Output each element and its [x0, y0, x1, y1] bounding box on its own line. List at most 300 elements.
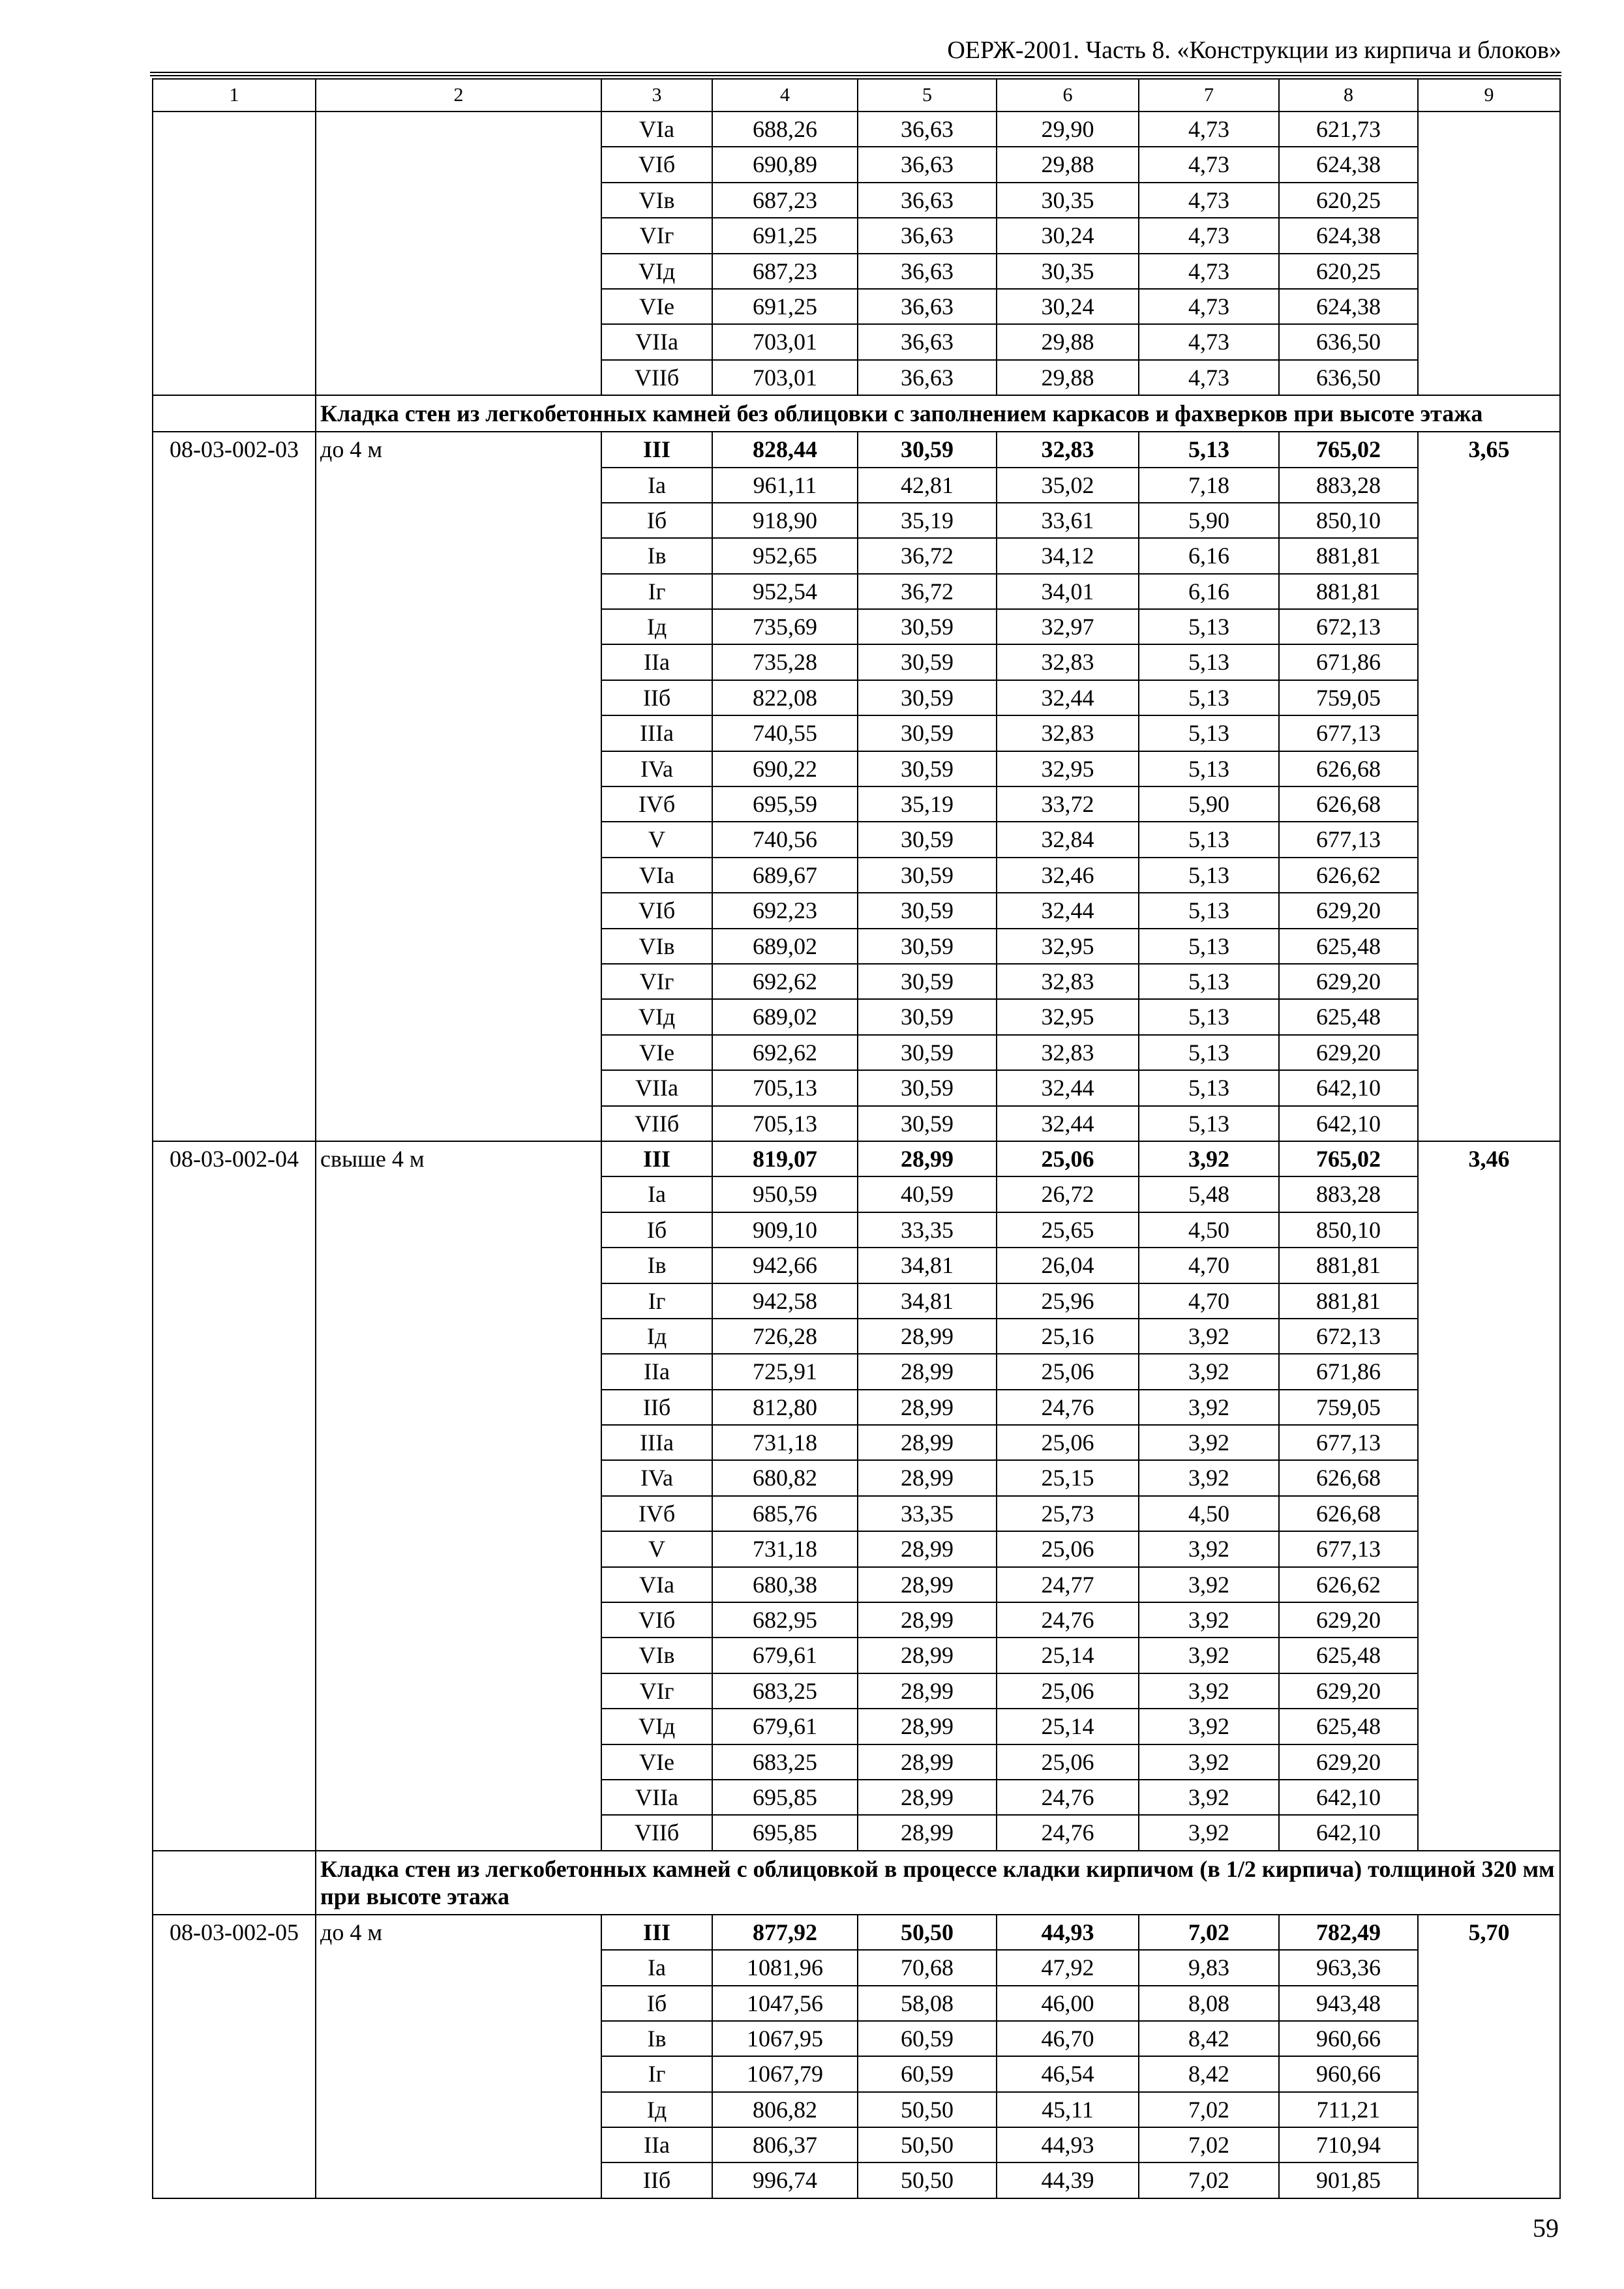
- value-cell: 5,90: [1139, 503, 1279, 538]
- value-cell: 30,59: [858, 751, 997, 786]
- section-empty-cell: [153, 1851, 316, 1915]
- value-cell: 3,92: [1139, 1141, 1279, 1176]
- value-cell: 46,00: [997, 1986, 1139, 2021]
- value-cell: 735,28: [712, 644, 858, 680]
- value-cell: 1067,79: [712, 2056, 858, 2091]
- value-cell: 32,95: [997, 999, 1139, 1034]
- value-cell: 680,38: [712, 1567, 858, 1602]
- table-row: [153, 432, 1560, 467]
- value-cell: 25,06: [997, 1425, 1139, 1460]
- value-cell: 33,35: [858, 1496, 997, 1531]
- value-cell: 28,99: [858, 1638, 997, 1673]
- zone-cell: VIг: [601, 218, 712, 253]
- value-cell: 740,55: [712, 715, 858, 751]
- value-cell: 30,59: [858, 1106, 997, 1141]
- value-cell: 5,13: [1139, 893, 1279, 928]
- zone-cell: VIб: [601, 1602, 712, 1638]
- value-cell: 30,59: [858, 858, 997, 893]
- value-cell: 30,59: [858, 644, 997, 680]
- value-cell: 28,99: [858, 1425, 997, 1460]
- zone-cell: IVб: [601, 786, 712, 822]
- value-cell: 32,83: [997, 644, 1139, 680]
- zone-cell: V: [601, 1531, 712, 1566]
- item-code-cell: 08-03-002-05: [153, 1915, 316, 2198]
- column-number-row: [153, 79, 1560, 112]
- value-cell: 850,10: [1279, 1212, 1418, 1248]
- zone-cell: IIa: [601, 2127, 712, 2162]
- value-cell: 671,86: [1279, 644, 1418, 680]
- value-cell: 44,93: [997, 2127, 1139, 2162]
- value-cell: 625,48: [1279, 929, 1418, 964]
- value-cell: 28,99: [858, 1602, 997, 1638]
- value-cell: 30,35: [997, 183, 1139, 218]
- value-cell: 636,50: [1279, 324, 1418, 359]
- value-cell: 4,73: [1139, 218, 1279, 253]
- value-cell: 30,59: [858, 1035, 997, 1070]
- value-cell: 642,10: [1279, 1815, 1418, 1850]
- value-cell: 50,50: [858, 2127, 997, 2162]
- value-cell: 629,20: [1279, 1673, 1418, 1709]
- value-cell: 3,92: [1139, 1815, 1279, 1850]
- value-cell: 881,81: [1279, 1248, 1418, 1283]
- value-cell: 25,06: [997, 1531, 1139, 1566]
- value-cell: 3,92: [1139, 1425, 1279, 1460]
- value-cell: 952,54: [712, 574, 858, 609]
- value-cell: 679,61: [712, 1709, 858, 1744]
- value-cell: 5,13: [1139, 609, 1279, 644]
- zone-cell: VIд: [601, 254, 712, 289]
- zone-cell: IIб: [601, 1390, 712, 1425]
- zone-cell: VIе: [601, 289, 712, 324]
- item-description-cell: до 4 м: [316, 1915, 601, 2198]
- value-cell: 3,92: [1139, 1319, 1279, 1354]
- zone-cell: V: [601, 822, 712, 857]
- value-cell: 8,42: [1139, 2021, 1279, 2056]
- value-cell: 33,35: [858, 1212, 997, 1248]
- value-cell: 996,74: [712, 2162, 858, 2198]
- value-cell: 28,99: [858, 1531, 997, 1566]
- value-cell: 626,68: [1279, 1460, 1418, 1495]
- value-cell: 620,25: [1279, 183, 1418, 218]
- value-cell: 3,92: [1139, 1531, 1279, 1566]
- value-cell: 629,20: [1279, 1035, 1418, 1070]
- zone-cell: Iв: [601, 2021, 712, 2056]
- value-cell: 680,82: [712, 1460, 858, 1495]
- value-cell: 682,95: [712, 1602, 858, 1638]
- value-cell: 828,44: [712, 432, 858, 467]
- value-cell: 629,20: [1279, 893, 1418, 928]
- value-cell: 25,15: [997, 1460, 1139, 1495]
- value-cell: 806,37: [712, 2127, 858, 2162]
- value-cell: 4,50: [1139, 1212, 1279, 1248]
- value-cell: 24,77: [997, 1567, 1139, 1602]
- zone-cell: IIa: [601, 1354, 712, 1389]
- value-cell: 30,59: [858, 609, 997, 644]
- value-cell: 689,02: [712, 999, 858, 1034]
- zone-cell: VIIб: [601, 1815, 712, 1850]
- value-cell: 50,50: [858, 2092, 997, 2127]
- value-cell: 7,18: [1139, 468, 1279, 503]
- value-cell: 3,92: [1139, 1602, 1279, 1638]
- value-cell: 1067,95: [712, 2021, 858, 2056]
- value-cell: 901,85: [1279, 2162, 1418, 2198]
- value-cell: 30,59: [858, 432, 997, 467]
- value-cell: 50,50: [858, 2162, 997, 2198]
- value-cell: 28,99: [858, 1319, 997, 1354]
- value-cell: 26,04: [997, 1248, 1139, 1283]
- value-cell: 36,63: [858, 360, 997, 395]
- value-cell: 36,63: [858, 147, 997, 182]
- value-cell: 25,73: [997, 1496, 1139, 1531]
- value-cell: 24,76: [997, 1390, 1139, 1425]
- value-cell: 782,49: [1279, 1915, 1418, 1950]
- zone-cell: Iб: [601, 1986, 712, 2021]
- coefficient-cell: 3,46: [1418, 1141, 1560, 1851]
- value-cell: 30,59: [858, 893, 997, 928]
- page-number: 59: [1533, 2213, 1559, 2243]
- value-cell: 5,13: [1139, 822, 1279, 857]
- value-cell: 42,81: [858, 468, 997, 503]
- column-number-cell: 1: [153, 79, 316, 112]
- section-header-row: [153, 395, 1560, 432]
- value-cell: 32,95: [997, 751, 1139, 786]
- value-cell: 626,62: [1279, 858, 1418, 893]
- zone-cell: VIг: [601, 964, 712, 999]
- value-cell: 4,73: [1139, 360, 1279, 395]
- value-cell: 32,44: [997, 893, 1139, 928]
- zone-cell: Ia: [601, 1176, 712, 1212]
- zone-cell: Iд: [601, 609, 712, 644]
- value-cell: 36,63: [858, 289, 997, 324]
- zone-cell: Ia: [601, 1950, 712, 1985]
- value-cell: 5,13: [1139, 432, 1279, 467]
- value-cell: 30,35: [997, 254, 1139, 289]
- zone-cell: VIIб: [601, 1106, 712, 1141]
- zone-cell: VIе: [601, 1035, 712, 1070]
- zone-cell: III: [601, 1141, 712, 1176]
- section-title: Кладка стен из легкобетонных камней без облицовки с заполнением каркасов и фахверков при высоте этажа: [316, 395, 1560, 432]
- value-cell: 4,73: [1139, 147, 1279, 182]
- value-cell: 692,62: [712, 964, 858, 999]
- value-cell: 765,02: [1279, 432, 1418, 467]
- value-cell: 28,99: [858, 1460, 997, 1495]
- value-cell: 5,90: [1139, 786, 1279, 822]
- value-cell: 683,25: [712, 1744, 858, 1780]
- zone-cell: III: [601, 1915, 712, 1950]
- value-cell: 881,81: [1279, 538, 1418, 573]
- value-cell: 850,10: [1279, 503, 1418, 538]
- value-cell: 6,16: [1139, 574, 1279, 609]
- value-cell: 636,50: [1279, 360, 1418, 395]
- value-cell: 32,44: [997, 1070, 1139, 1105]
- value-cell: 32,83: [997, 1035, 1139, 1070]
- item-description-cell: свыше 4 м: [316, 1141, 601, 1851]
- value-cell: 677,13: [1279, 1425, 1418, 1460]
- value-cell: 32,97: [997, 609, 1139, 644]
- value-cell: 3,92: [1139, 1673, 1279, 1709]
- zone-cell: VIIб: [601, 360, 712, 395]
- value-cell: 691,25: [712, 218, 858, 253]
- value-cell: 5,13: [1139, 999, 1279, 1034]
- zone-cell: Iв: [601, 538, 712, 573]
- value-cell: 625,48: [1279, 1638, 1418, 1673]
- value-cell: 1081,96: [712, 1950, 858, 1985]
- value-cell: 942,58: [712, 1283, 858, 1319]
- coefficient-cell: 3,65: [1418, 432, 1560, 1141]
- value-cell: 45,11: [997, 2092, 1139, 2127]
- value-cell: 740,56: [712, 822, 858, 857]
- value-cell: 642,10: [1279, 1780, 1418, 1815]
- value-cell: 50,50: [858, 1915, 997, 1950]
- value-cell: 877,92: [712, 1915, 858, 1950]
- value-cell: 25,06: [997, 1354, 1139, 1389]
- value-cell: 672,13: [1279, 1319, 1418, 1354]
- value-cell: 626,68: [1279, 1496, 1418, 1531]
- value-cell: 683,25: [712, 1673, 858, 1709]
- value-cell: 3,92: [1139, 1390, 1279, 1425]
- item-code-cell: 08-03-002-03: [153, 432, 316, 1141]
- value-cell: 28,99: [858, 1673, 997, 1709]
- value-cell: 690,89: [712, 147, 858, 182]
- value-cell: 687,23: [712, 254, 858, 289]
- zone-cell: VIе: [601, 1744, 712, 1780]
- value-cell: 7,02: [1139, 2092, 1279, 2127]
- zone-cell: VIa: [601, 858, 712, 893]
- value-cell: 3,92: [1139, 1460, 1279, 1495]
- value-cell: 32,83: [997, 432, 1139, 467]
- value-cell: 30,24: [997, 289, 1139, 324]
- value-cell: 25,06: [997, 1673, 1139, 1709]
- value-cell: 28,99: [858, 1709, 997, 1744]
- value-cell: 24,76: [997, 1780, 1139, 1815]
- value-cell: 25,14: [997, 1638, 1139, 1673]
- value-cell: 30,59: [858, 680, 997, 715]
- value-cell: 679,61: [712, 1638, 858, 1673]
- value-cell: 626,68: [1279, 786, 1418, 822]
- rates-table: [152, 78, 1561, 2199]
- zone-cell: VIв: [601, 183, 712, 218]
- value-cell: 3,92: [1139, 1780, 1279, 1815]
- value-cell: 4,73: [1139, 254, 1279, 289]
- value-cell: 695,85: [712, 1780, 858, 1815]
- zone-cell: IVб: [601, 1496, 712, 1531]
- value-cell: 625,48: [1279, 999, 1418, 1034]
- value-cell: 883,28: [1279, 468, 1418, 503]
- value-cell: 672,13: [1279, 609, 1418, 644]
- zone-cell: VIa: [601, 1567, 712, 1602]
- value-cell: 691,25: [712, 289, 858, 324]
- value-cell: 943,48: [1279, 1986, 1418, 2021]
- column-number-cell: 3: [601, 79, 712, 112]
- value-cell: 695,85: [712, 1815, 858, 1850]
- zone-cell: Iд: [601, 1319, 712, 1354]
- column-number-cell: 9: [1418, 79, 1560, 112]
- value-cell: 677,13: [1279, 715, 1418, 751]
- value-cell: 4,73: [1139, 112, 1279, 147]
- value-cell: 806,82: [712, 2092, 858, 2127]
- value-cell: 30,59: [858, 929, 997, 964]
- value-cell: 34,81: [858, 1283, 997, 1319]
- column-number-cell: 7: [1139, 79, 1279, 112]
- zone-cell: Ia: [601, 468, 712, 503]
- value-cell: 626,62: [1279, 1567, 1418, 1602]
- value-cell: 5,13: [1139, 715, 1279, 751]
- zone-cell: Iб: [601, 503, 712, 538]
- zone-cell: VIa: [601, 112, 712, 147]
- value-cell: 24,76: [997, 1602, 1139, 1638]
- section-title: Кладка стен из легкобетонных камней с облицовкой в процессе кладки кирпичом (в 1/2 кирпича) толщиной 320 мм при высоте этажа: [316, 1851, 1560, 1915]
- zone-cell: Iд: [601, 2092, 712, 2127]
- value-cell: 26,72: [997, 1176, 1139, 1212]
- item-code-cell: [153, 112, 316, 395]
- value-cell: 5,13: [1139, 644, 1279, 680]
- value-cell: 705,13: [712, 1070, 858, 1105]
- value-cell: 7,02: [1139, 1915, 1279, 1950]
- value-cell: 735,69: [712, 609, 858, 644]
- value-cell: 881,81: [1279, 1283, 1418, 1319]
- value-cell: 812,80: [712, 1390, 858, 1425]
- value-cell: 642,10: [1279, 1070, 1418, 1105]
- zone-cell: IIa: [601, 644, 712, 680]
- value-cell: 44,93: [997, 1915, 1139, 1950]
- value-cell: 47,92: [997, 1950, 1139, 1985]
- value-cell: 28,99: [858, 1354, 997, 1389]
- value-cell: 759,05: [1279, 1390, 1418, 1425]
- zone-cell: VIб: [601, 147, 712, 182]
- value-cell: 30,59: [858, 715, 997, 751]
- zone-cell: Iг: [601, 2056, 712, 2091]
- value-cell: 918,90: [712, 503, 858, 538]
- value-cell: 629,20: [1279, 964, 1418, 999]
- value-cell: 35,19: [858, 503, 997, 538]
- value-cell: 960,66: [1279, 2021, 1418, 2056]
- value-cell: 621,73: [1279, 112, 1418, 147]
- column-number-cell: 4: [712, 79, 858, 112]
- value-cell: 40,59: [858, 1176, 997, 1212]
- value-cell: 4,70: [1139, 1248, 1279, 1283]
- value-cell: 3,92: [1139, 1709, 1279, 1744]
- value-cell: 689,02: [712, 929, 858, 964]
- value-cell: 34,01: [997, 574, 1139, 609]
- zone-cell: Iг: [601, 1283, 712, 1319]
- value-cell: 725,91: [712, 1354, 858, 1389]
- value-cell: 690,22: [712, 751, 858, 786]
- value-cell: 28,99: [858, 1744, 997, 1780]
- value-cell: 5,13: [1139, 751, 1279, 786]
- zone-cell: IIIa: [601, 1425, 712, 1460]
- value-cell: 961,11: [712, 468, 858, 503]
- value-cell: 3,92: [1139, 1567, 1279, 1602]
- section-empty-cell: [153, 395, 316, 432]
- value-cell: 35,02: [997, 468, 1139, 503]
- value-cell: 30,59: [858, 822, 997, 857]
- value-cell: 5,13: [1139, 964, 1279, 999]
- value-cell: 5,13: [1139, 929, 1279, 964]
- value-cell: 765,02: [1279, 1141, 1418, 1176]
- value-cell: 952,65: [712, 538, 858, 573]
- value-cell: 942,66: [712, 1248, 858, 1283]
- value-cell: 35,19: [858, 786, 997, 822]
- table-row: [153, 1141, 1560, 1176]
- value-cell: 695,59: [712, 786, 858, 822]
- value-cell: 710,94: [1279, 2127, 1418, 2162]
- item-description-cell: до 4 м: [316, 432, 601, 1141]
- value-cell: 29,90: [997, 112, 1139, 147]
- zone-cell: Iв: [601, 1248, 712, 1283]
- value-cell: 36,63: [858, 112, 997, 147]
- value-cell: 5,13: [1139, 1035, 1279, 1070]
- value-cell: 32,44: [997, 680, 1139, 715]
- table-row: [153, 112, 1560, 147]
- value-cell: 703,01: [712, 360, 858, 395]
- value-cell: 34,12: [997, 538, 1139, 573]
- value-cell: 642,10: [1279, 1106, 1418, 1141]
- value-cell: 4,70: [1139, 1283, 1279, 1319]
- value-cell: 46,70: [997, 2021, 1139, 2056]
- value-cell: 30,59: [858, 1070, 997, 1105]
- value-cell: 703,01: [712, 324, 858, 359]
- value-cell: 70,68: [858, 1950, 997, 1985]
- value-cell: 4,73: [1139, 289, 1279, 324]
- value-cell: 34,81: [858, 1248, 997, 1283]
- value-cell: 25,14: [997, 1709, 1139, 1744]
- value-cell: 4,73: [1139, 183, 1279, 218]
- value-cell: 36,63: [858, 183, 997, 218]
- coefficient-cell: 5,70: [1418, 1915, 1560, 2198]
- item-description-cell: [316, 112, 601, 395]
- value-cell: 629,20: [1279, 1602, 1418, 1638]
- value-cell: 624,38: [1279, 218, 1418, 253]
- value-cell: 4,73: [1139, 324, 1279, 359]
- zone-cell: IIб: [601, 2162, 712, 2198]
- value-cell: 909,10: [712, 1212, 858, 1248]
- value-cell: 7,02: [1139, 2127, 1279, 2162]
- value-cell: 822,08: [712, 680, 858, 715]
- value-cell: 692,23: [712, 893, 858, 928]
- value-cell: 25,96: [997, 1283, 1139, 1319]
- value-cell: 629,20: [1279, 1744, 1418, 1780]
- zone-cell: VIг: [601, 1673, 712, 1709]
- value-cell: 8,08: [1139, 1986, 1279, 2021]
- value-cell: 25,65: [997, 1212, 1139, 1248]
- value-cell: 29,88: [997, 324, 1139, 359]
- value-cell: 688,26: [712, 112, 858, 147]
- value-cell: 731,18: [712, 1425, 858, 1460]
- value-cell: 32,46: [997, 858, 1139, 893]
- coefficient-cell: [1418, 112, 1560, 395]
- value-cell: 677,13: [1279, 1531, 1418, 1566]
- value-cell: 671,86: [1279, 1354, 1418, 1389]
- value-cell: 46,54: [997, 2056, 1139, 2091]
- value-cell: 963,36: [1279, 1950, 1418, 1985]
- value-cell: 36,72: [858, 538, 997, 573]
- column-number-cell: 8: [1279, 79, 1418, 112]
- zone-cell: VIIa: [601, 1780, 712, 1815]
- zone-cell: VIв: [601, 1638, 712, 1673]
- value-cell: 883,28: [1279, 1176, 1418, 1212]
- value-cell: 692,62: [712, 1035, 858, 1070]
- page-header-title: ОЕРЖ-2001. Часть 8. «Конструкции из кирпича и блоков»: [947, 37, 1561, 64]
- value-cell: 4,50: [1139, 1496, 1279, 1531]
- value-cell: 5,13: [1139, 1070, 1279, 1105]
- value-cell: 5,13: [1139, 680, 1279, 715]
- value-cell: 881,81: [1279, 574, 1418, 609]
- value-cell: 32,95: [997, 929, 1139, 964]
- value-cell: 5,48: [1139, 1176, 1279, 1212]
- value-cell: 25,06: [997, 1744, 1139, 1780]
- column-number-cell: 6: [997, 79, 1139, 112]
- value-cell: 624,38: [1279, 289, 1418, 324]
